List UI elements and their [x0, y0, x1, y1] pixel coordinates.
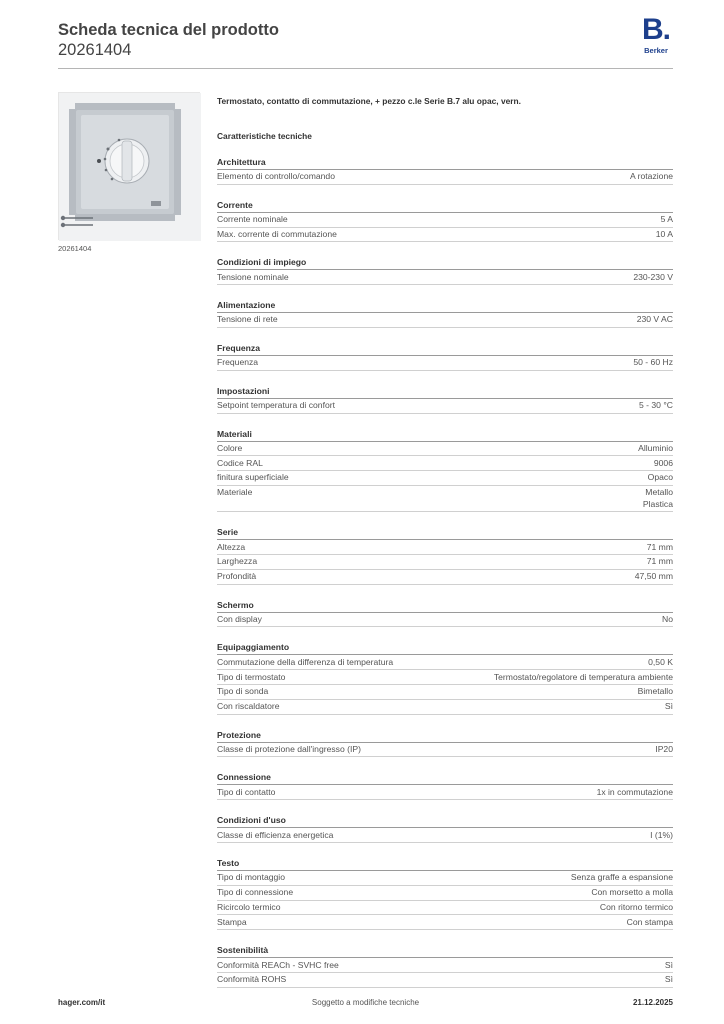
spec-value [665, 701, 673, 713]
section-heading: Sostenibilità [217, 944, 673, 958]
section-heading: Protezione [217, 729, 673, 743]
spec-value-line: Sì [664, 701, 673, 712]
spec-row [217, 743, 673, 758]
spec-label: Materiale [217, 487, 253, 498]
spec-value-line: I (1%) [650, 829, 673, 840]
spec-label: Ricircolo termico [217, 901, 281, 912]
section-heading: Frequenza [217, 342, 673, 356]
spec-label: Elemento di controllo/comando [217, 171, 335, 182]
logo-mark: B. [642, 13, 670, 46]
spec-value-line: 9006 [653, 457, 673, 468]
spec-row [217, 540, 673, 555]
spec-row [217, 170, 673, 185]
spec-label: Stampa [217, 916, 247, 927]
spec-value [638, 443, 673, 455]
spec-section [217, 526, 673, 584]
spec-row [217, 655, 673, 670]
spec-value-line: Senza graffe a espansione [570, 872, 673, 883]
footer-note: Soggetto a modifiche tecniche [311, 998, 420, 1007]
spec-value [597, 787, 673, 799]
spec-value [647, 542, 673, 554]
section-heading: Corrente [217, 199, 673, 213]
footer-website-link[interactable]: hager.com/it [58, 998, 106, 1007]
spec-row [217, 313, 673, 328]
spec-value-line: Metallo [645, 487, 673, 498]
spec-row [217, 228, 673, 243]
spec-row [217, 399, 673, 414]
spec-row [217, 785, 673, 800]
spec-value-line: 0,50 K [648, 656, 673, 667]
spec-row [217, 486, 673, 512]
spec-row [217, 901, 673, 916]
spec-label: Commutazione della differenza di temperatura [217, 656, 394, 667]
section-heading: Equipaggiamento [217, 641, 673, 655]
spec-value-line: 71 mm [646, 541, 673, 552]
spec-section [217, 771, 673, 800]
spec-value [571, 872, 673, 884]
spec-row [217, 356, 673, 371]
spec-label: Con riscaldatore [217, 701, 280, 712]
spec-section [217, 385, 673, 414]
spec-value-line: Opaco [647, 472, 673, 483]
spec-label: Conformità REACh - SVHC free [217, 959, 339, 970]
spec-value [633, 272, 673, 284]
spec-section [217, 814, 673, 843]
spec-value-line: Con ritorno termico [599, 901, 673, 912]
spec-label: Tipo di montaggio [217, 872, 285, 883]
spec-value-line: 47,50 mm [634, 571, 673, 582]
spec-row [217, 570, 673, 585]
spec-value [633, 357, 673, 369]
spec-sections [217, 156, 673, 988]
page-title: Scheda tecnica del prodotto [58, 21, 279, 39]
brand-logo [639, 13, 673, 55]
spec-value [638, 686, 673, 698]
spec-row [217, 613, 673, 628]
spec-value-line: 230 V AC [636, 314, 673, 325]
header-divider [58, 68, 673, 69]
spec-section [217, 299, 673, 328]
spec-value [650, 830, 673, 842]
spec-label: Con display [217, 613, 262, 624]
spec-section [217, 729, 673, 758]
section-heading: Condizioni d'uso [217, 814, 673, 828]
spec-value-line: 50 - 60 Hz [633, 357, 673, 368]
spec-value-line: 230-230 V [633, 271, 673, 282]
spec-value-line: Sì [664, 974, 673, 985]
spec-value [643, 487, 673, 510]
page-header [58, 13, 673, 70]
footer-date: 21.12.2025 [632, 998, 673, 1007]
spec-value [665, 960, 673, 972]
spec-label: Max. corrente di commutazione [217, 228, 337, 239]
spec-value [635, 571, 673, 583]
spec-value [661, 214, 673, 226]
spec-section [217, 256, 673, 285]
spec-section [217, 599, 673, 628]
section-heading: Impostazioni [217, 385, 673, 399]
spec-row [217, 685, 673, 700]
spec-value-line: 71 mm [646, 556, 673, 567]
section-heading: Materiali [217, 428, 673, 442]
section-heading: Condizioni di impiego [217, 256, 673, 270]
page-footer [58, 998, 673, 1012]
spec-value-line: Alluminio [638, 442, 673, 453]
product-code-heading: 20261404 [58, 41, 132, 59]
section-heading: Schermo [217, 599, 673, 613]
section-heading: Architettura [217, 156, 673, 170]
spec-label: Setpoint temperatura di confort [217, 400, 335, 411]
spec-value [654, 458, 673, 470]
product-title: Termostato, contatto di commutazione, + pezzo c.le Serie B.7 alu opac, vern. [217, 96, 521, 106]
spec-row [217, 958, 673, 973]
spec-value-line: Termostato/regolatore di temperatura ambiente [493, 671, 673, 682]
spec-row [217, 270, 673, 285]
spec-row [217, 456, 673, 471]
spec-value [655, 744, 673, 756]
thermostat-illustration [59, 93, 201, 241]
product-image [58, 92, 200, 240]
spec-value-line: Sì [664, 959, 673, 970]
logo-text: Berker [644, 46, 668, 55]
spec-label: Tipo di sonda [217, 686, 269, 697]
spec-section [217, 944, 673, 988]
spec-label: Classe di protezione dall'ingresso (IP) [217, 743, 361, 754]
product-image-caption: 20261404 [58, 244, 92, 253]
spec-value-line: 5 A [660, 214, 673, 225]
spec-value [647, 556, 673, 568]
spec-row [217, 213, 673, 228]
spec-section [217, 156, 673, 185]
spec-value [630, 171, 673, 183]
spec-value-line: Bimetallo [637, 686, 673, 697]
spec-value [665, 974, 673, 986]
spec-label: Classe di efficienza energetica [217, 829, 334, 840]
spec-label: Corrente nominale [217, 214, 288, 225]
spec-content [217, 95, 673, 988]
spec-row [217, 828, 673, 843]
spec-value [627, 917, 673, 929]
spec-value-line: 10 A [655, 228, 673, 239]
spec-label: Tipo di contatto [217, 786, 276, 797]
spec-value [662, 614, 673, 626]
spec-value-line: A rotazione [630, 171, 673, 182]
spec-label: finitura superficiale [217, 472, 289, 483]
spec-row [217, 700, 673, 715]
spec-value-line: Con stampa [626, 916, 673, 927]
section-heading: Testo [217, 857, 673, 871]
spec-value [639, 400, 673, 412]
spec-value [648, 472, 673, 484]
spec-label: Tensione di rete [217, 314, 278, 325]
spec-value [600, 902, 673, 914]
spec-value-line: IP20 [655, 743, 673, 754]
spec-value-line: 5 - 30 °C [638, 400, 673, 411]
spec-label: Tensione nominale [217, 271, 289, 282]
spec-row [217, 471, 673, 486]
spec-row [217, 555, 673, 570]
spec-label: Altezza [217, 541, 246, 552]
spec-value-line: Con morsetto a molla [591, 887, 673, 898]
section-heading: Serie [217, 526, 673, 540]
spec-value [648, 657, 673, 669]
spec-row [217, 973, 673, 988]
spec-section [217, 342, 673, 371]
spec-value [656, 229, 673, 241]
spec-label: Codice RAL [217, 457, 263, 468]
spec-row [217, 886, 673, 901]
characteristics-title: Caratteristiche tecniche [217, 131, 312, 141]
spec-label: Tipo di termostato [217, 671, 286, 682]
spec-label: Frequenza [217, 357, 259, 368]
spec-section [217, 641, 673, 714]
spec-row [217, 442, 673, 457]
spec-label: Profondità [217, 571, 257, 582]
spec-value-line: 1x in commutazione [596, 786, 673, 797]
spec-value [494, 672, 673, 684]
section-heading: Connessione [217, 771, 673, 785]
spec-label: Conformità ROHS [217, 974, 287, 985]
spec-value-line: No [662, 613, 673, 624]
spec-value [637, 314, 673, 326]
spec-value-line: Plastica [642, 498, 673, 509]
spec-section [217, 857, 673, 930]
spec-label: Tipo di connessione [217, 887, 294, 898]
spec-section [217, 199, 673, 243]
spec-label: Larghezza [217, 556, 258, 567]
spec-row [217, 670, 673, 685]
spec-section [217, 428, 673, 513]
spec-label: Colore [217, 442, 243, 453]
spec-row [217, 915, 673, 930]
spec-row [217, 871, 673, 886]
spec-value [591, 887, 673, 899]
section-heading: Alimentazione [217, 299, 673, 313]
